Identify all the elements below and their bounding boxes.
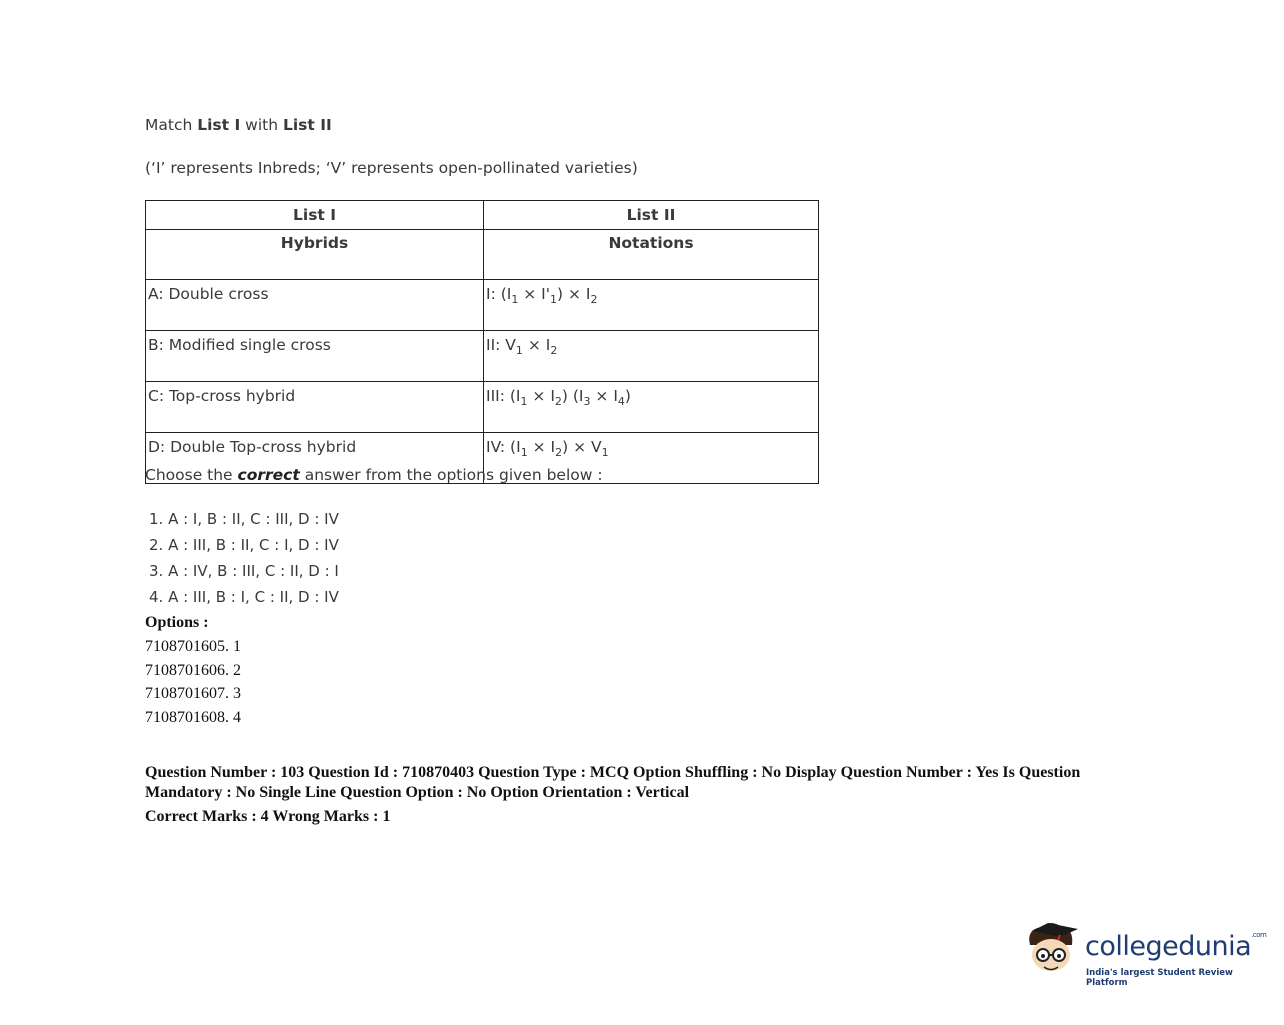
options-block: [145, 614, 241, 732]
header-list1: List I: [146, 201, 484, 230]
answer-option-3: 3. A : IV, B : III, C : II, D : I: [149, 562, 339, 580]
table-row: [146, 382, 819, 433]
option-id-2: 7108701606. 2: [145, 661, 241, 679]
table-row: [146, 331, 819, 382]
mascot-icon: [1020, 915, 1082, 990]
logo-wordmark: [1085, 931, 1266, 962]
collegedunia-logo: [1020, 915, 1267, 990]
metadata-details: Question Number : 103 Question Id : 710870403 Question Type : MCQ Option Shuffling : No Display Question Number : Yes Is Question Mandatory : No Single Line Question Option : No Option Orientation : Vertical: [145, 764, 1081, 801]
answer-list: [149, 510, 339, 614]
row-d-hybrid: D: Double Top-cross hybrid: [146, 433, 484, 484]
intro-list1: List I: [197, 116, 241, 134]
row-b-notation: II: $V_1 \times I_2$: [484, 331, 819, 382]
row-c-notation: III: $(I_1 \times I_2) (I_3 \times I_4)$: [484, 382, 819, 433]
choose-emphasis: correct: [237, 466, 300, 484]
intro-list2: List II: [282, 116, 332, 134]
question-note: (‘I’ represents Inbreds; ‘V’ represents open-pollinated varieties): [145, 159, 638, 177]
table-header-row: [146, 201, 819, 230]
option-id-1: 7108701605. 1: [145, 638, 241, 655]
options-title: Options :: [145, 614, 209, 631]
choose-instruction: [145, 466, 603, 484]
table-row: [146, 280, 819, 331]
question-metadata: [145, 763, 1145, 827]
header-notations: Notations: [484, 230, 819, 280]
row-b-hybrid: B: Modified single cross: [146, 331, 484, 382]
intro-middle: with: [240, 116, 283, 134]
row-a-notation: I: $(I_1 \times I'_1) \times I_2$: [484, 280, 819, 331]
row-c-hybrid: C: Top-cross hybrid: [146, 382, 484, 433]
marks-info: Correct Marks : 4 Wrong Marks : 1: [145, 808, 391, 825]
answer-option-1: 1. A : I, B : II, C : III, D : IV: [149, 510, 339, 528]
answer-option-4: 4. A : III, B : I, C : II, D : IV: [149, 588, 339, 606]
header-hybrids: Hybrids: [146, 230, 484, 280]
option-id-3: 7108701607. 3: [145, 685, 241, 702]
logo-tagline: India's largest Student Review Platform: [1086, 968, 1233, 988]
header-list2: List II: [484, 201, 819, 230]
logo-title-text: collegedunia: [1085, 931, 1252, 962]
table-subheader-row: [146, 230, 819, 280]
row-a-hybrid: A: Double cross: [146, 280, 484, 331]
option-id-4: 7108701608. 4: [145, 708, 241, 726]
answer-option-2: 2. A : III, B : II, C : I, D : IV: [149, 536, 339, 554]
logo-suffix: .com: [1251, 931, 1267, 939]
question-intro: [145, 116, 332, 134]
match-table: [145, 200, 819, 484]
choose-suffix: answer from the options given below :: [299, 466, 603, 484]
intro-prefix: Match: [145, 116, 198, 134]
row-d-notation: IV: $(I_1 \times I_2) \times V_1$: [484, 433, 819, 484]
choose-prefix: Choose the: [145, 466, 238, 484]
